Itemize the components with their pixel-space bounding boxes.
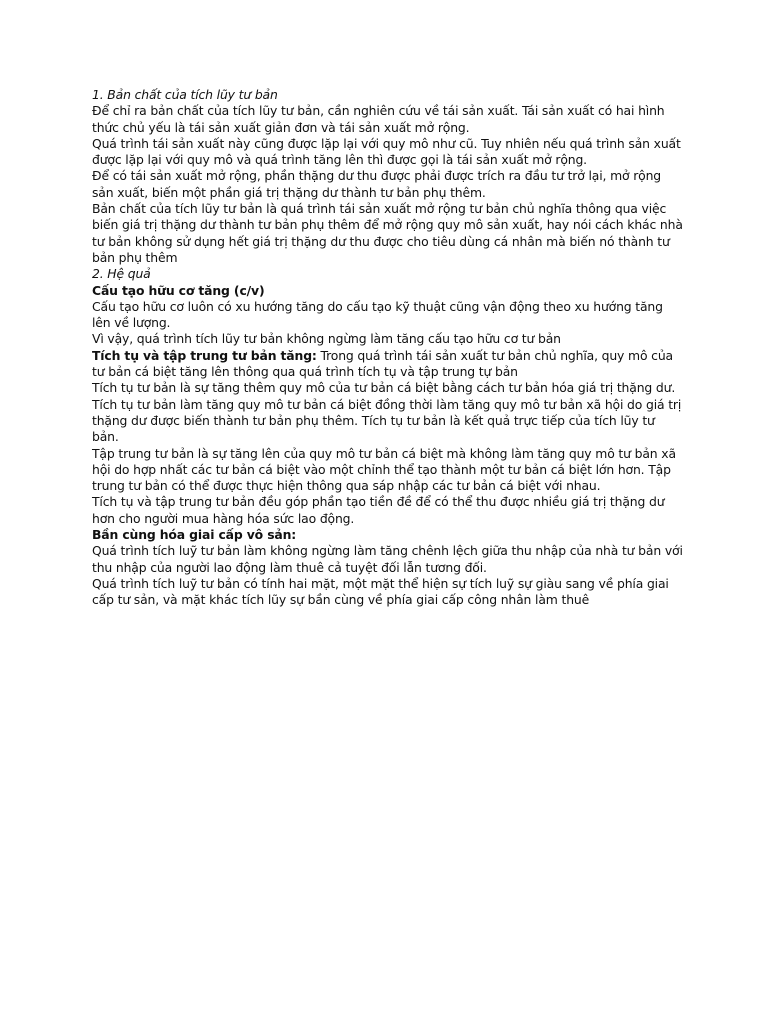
paragraph: Để có tái sản xuất mở rộng, phần thặng dư thu được phải được trích ra đầu tư trở lại, mở rộng sản xuất, biến một phần giá trị thặng dư thành tư bản phụ thêm. [92, 168, 662, 200]
section-heading-1: 1. Bản chất của tích lũy tư bản [92, 87, 278, 102]
section-heading-2: 2. Hệ quả [92, 266, 151, 282]
paragraph: Quá trình tích luỹ tư bản có tính hai mặt, một mặt thể hiện sự tích luỹ sự giàu sang về phía giai cấp tư sản, và mặt khác tích lũy sự bần cùng về phía giai cấp công nhân làm thuê [92, 575, 669, 608]
paragraph: Quá trình tái sản xuất này cũng được lặp lại với quy mô như cũ. Tuy nhiên nếu quá trình sản xuất được lặp lại với quy mô và quá trình tăng lên thì được gọi là tái sản xuất mở rộng. [92, 135, 681, 168]
paragraph: Quá trình tích luỹ tư bản làm không ngừng làm tăng chênh lệch giữa thu nhập của nhà tư bản với thu nhập của người lao động làm thuê cả tuyệt đối lẫn tương đối. [92, 543, 683, 575]
paragraph: Tích tụ và tập trung tư bản đều góp phần tạo tiền đề để có thể thu được nhiều giá trị thặng dư hơn cho người mua hàng hóa sức lao động. [92, 494, 665, 526]
paragraph-text: Trong quá trình tái sản xuất tư bản chủ nghĩa, quy mô của tư bản cá biệt tăng lên thông qua quá trình tích tụ và tập trung tự bản [92, 347, 673, 380]
paragraph: Tích tụ tư bản là sự tăng thêm quy mô của tư bản cá biệt bằng cách tư bản hóa giá trị thặng dư. Tích tụ tư bản làm tăng quy mô tư bản cá biệt đồng thời làm tăng quy mô tư bản xã hội do giá trị thặng dư được biến thành tư bản phụ thêm. Tích tụ tư bản là kết quả trực tiếp của tích lũy tư bản. [92, 380, 682, 445]
subheading-organic-composition: Cấu tạo hữu cơ tăng (c/v) [92, 282, 265, 298]
paragraph: Bản chất của tích lũy tư bản là quá trình tái sản xuất mở rộng tư bản chủ nghĩa thông qua việc biến giá trị thặng dư thành tư bản phụ thêm để mở rộng quy mô sản xuất, hay nói cách khác nhà tư bản không sử dụng hết giá trị thặng dư thu được cho tiêu dùng cá nhân mà biến nó thành tư bản phụ thêm [92, 201, 683, 265]
paragraph: Để chỉ ra bản chất của tích lũy tư bản, cần nghiên cứu về tái sản xuất. Tái sản xuất có hai hình thức chủ yếu là tái sản xuất giản đơn và tái sản xuất mở rộng. [92, 103, 665, 135]
paragraph: Cấu tạo hữu cơ luôn có xu hướng tăng do cấu tạo kỹ thuật cũng vận động theo xu hướng tăng lên về lượng. [92, 298, 663, 331]
subheading-impoverishment: Bần cùng hóa giai cấp vô sản: [92, 527, 297, 543]
paragraph: Tập trung tư bản là sự tăng lên của quy mô tư bản cá biệt mà không làm tăng quy mô tư bản xã hội do hợp nhất các tư bản cá biệt vào một chỉnh thể tạo thành một tư bản cá biệt lớn hơn. Tập trung tư bản có thể được thực hiện thông qua sáp nhập các tư bản cá biệt với nhau. [92, 445, 676, 494]
subheading-accumulation-concentration: Tích tụ và tập trung tư bản tăng: [92, 347, 317, 363]
paragraph [92, 348, 684, 381]
document-page [92, 87, 684, 609]
paragraph: Vì vậy, quá trình tích lũy tư bản không ngừng làm tăng cấu tạo hữu cơ tư bản [92, 331, 561, 347]
